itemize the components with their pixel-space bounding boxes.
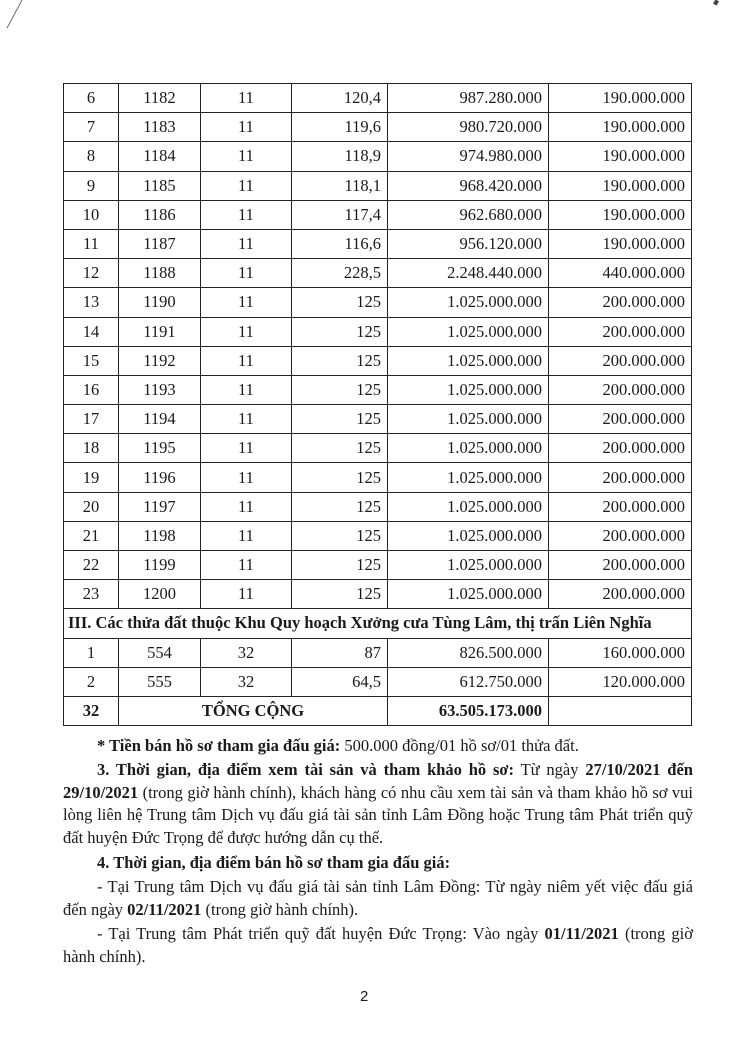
row-starting-price: 956.120.000 — [388, 229, 549, 258]
row-parcel-number: 1198 — [119, 521, 201, 550]
table-row — [64, 171, 692, 200]
row-map-sheet: 11 — [201, 84, 292, 113]
row-starting-price: 1.025.000.000 — [388, 463, 549, 492]
row-stt: 2 — [64, 667, 119, 696]
fee-label: * Tiền bán hồ sơ tham gia đấu giá: — [97, 736, 341, 755]
row-area: 228,5 — [292, 259, 388, 288]
section3-text-1: Từ ngày — [514, 760, 586, 779]
section4-a-date: 02/11/2021 — [127, 899, 202, 919]
row-map-sheet: 11 — [201, 200, 292, 229]
section4-a-text-2: (trong giờ hành chính). — [201, 899, 359, 919]
table-row — [64, 113, 692, 142]
table-row — [64, 200, 692, 229]
table-row — [64, 259, 692, 288]
row-area: 120,4 — [292, 84, 388, 113]
section3-text-2: (trong giờ hành chính), khách hàng có nhu cầu xem tài sản và tham khảo hồ sơ vui lòng liên hệ Trung tâm Dịch vụ đấu giá tài sản tỉnh Lâm Đồng hoặc Trung tâm Phát triển quỹ đất huyện Đức Trọng để được hướng dẫn cụ thể. — [63, 782, 693, 847]
section4-heading: 4. Thời gian, địa điểm bán hồ sơ tham gia đấu giá: — [97, 853, 451, 872]
row-starting-price: 987.280.000 — [388, 84, 549, 113]
row-map-sheet: 11 — [201, 113, 292, 142]
row-starting-price: 1.025.000.000 — [388, 521, 549, 550]
table-row — [64, 551, 692, 580]
row-parcel-number: 1194 — [119, 405, 201, 434]
section4-item-b — [63, 923, 693, 968]
table-row — [64, 434, 692, 463]
row-map-sheet: 11 — [201, 142, 292, 171]
row-stt: 23 — [64, 580, 119, 609]
table-row — [64, 288, 692, 317]
row-area: 125 — [292, 346, 388, 375]
row-map-sheet: 11 — [201, 551, 292, 580]
row-parcel-number: 1196 — [119, 463, 201, 492]
row-parcel-number: 1191 — [119, 317, 201, 346]
row-parcel-number: 1200 — [119, 580, 201, 609]
row-starting-price: 1.025.000.000 — [388, 551, 549, 580]
row-map-sheet: 11 — [201, 375, 292, 404]
table-body-part3 — [64, 638, 692, 696]
row-area: 125 — [292, 521, 388, 550]
row-parcel-number: 1197 — [119, 492, 201, 521]
page-number: 2 — [360, 988, 369, 1005]
row-starting-price: 968.420.000 — [388, 171, 549, 200]
section4-b-text-2: (trong giờ hành chính). — [63, 924, 693, 966]
row-map-sheet: 11 — [201, 229, 292, 258]
row-starting-price: 1.025.000.000 — [388, 434, 549, 463]
total-deposit — [549, 696, 692, 725]
row-stt: 15 — [64, 346, 119, 375]
row-parcel-number: 1190 — [119, 288, 201, 317]
row-stt: 10 — [64, 200, 119, 229]
row-starting-price: 980.720.000 — [388, 113, 549, 142]
row-deposit: 200.000.000 — [549, 551, 692, 580]
row-deposit: 190.000.000 — [549, 171, 692, 200]
row-stt: 21 — [64, 521, 119, 550]
table-row — [64, 229, 692, 258]
table-row — [64, 317, 692, 346]
section3-heading: 3. Thời gian, địa điểm xem tài sản và tham khảo hồ sơ: — [97, 760, 515, 779]
row-parcel-number: 554 — [119, 638, 201, 667]
row-area: 117,4 — [292, 200, 388, 229]
table-row — [64, 375, 692, 404]
row-deposit: 200.000.000 — [549, 405, 692, 434]
section4-b-date: 01/11/2021 — [544, 924, 619, 943]
row-stt: 12 — [64, 259, 119, 288]
section4-heading-para — [63, 852, 693, 875]
total-row — [64, 696, 692, 725]
row-map-sheet: 11 — [201, 317, 292, 346]
row-map-sheet: 11 — [201, 288, 292, 317]
row-deposit: 190.000.000 — [549, 84, 692, 113]
table-row — [64, 580, 692, 609]
row-stt: 6 — [64, 84, 119, 113]
row-stt: 20 — [64, 492, 119, 521]
table-row — [64, 346, 692, 375]
row-parcel-number: 1192 — [119, 346, 201, 375]
row-deposit: 200.000.000 — [549, 375, 692, 404]
row-deposit: 200.000.000 — [549, 346, 692, 375]
row-stt: 19 — [64, 463, 119, 492]
row-parcel-number: 1188 — [119, 259, 201, 288]
row-stt: 13 — [64, 288, 119, 317]
total-count: 32 — [64, 696, 119, 725]
row-deposit: 160.000.000 — [549, 638, 692, 667]
section3-dates: 27/10/2021 đến 29/10/2021 — [63, 760, 693, 802]
row-parcel-number: 555 — [119, 667, 201, 696]
table-total — [64, 696, 692, 725]
table-row — [64, 463, 692, 492]
row-stt: 1 — [64, 638, 119, 667]
row-area: 125 — [292, 375, 388, 404]
row-starting-price: 1.025.000.000 — [388, 375, 549, 404]
auction-parcels-table — [63, 83, 692, 726]
row-map-sheet: 11 — [201, 171, 292, 200]
row-deposit: 190.000.000 — [549, 229, 692, 258]
row-map-sheet: 11 — [201, 521, 292, 550]
row-starting-price: 1.025.000.000 — [388, 492, 549, 521]
table-row — [64, 638, 692, 667]
row-stt: 22 — [64, 551, 119, 580]
row-deposit: 190.000.000 — [549, 113, 692, 142]
table-row — [64, 405, 692, 434]
row-starting-price: 1.025.000.000 — [388, 346, 549, 375]
row-deposit: 190.000.000 — [549, 200, 692, 229]
row-stt: 17 — [64, 405, 119, 434]
row-deposit: 120.000.000 — [549, 667, 692, 696]
section-header-row — [64, 609, 692, 638]
row-area: 125 — [292, 288, 388, 317]
row-parcel-number: 1187 — [119, 229, 201, 258]
row-starting-price: 826.500.000 — [388, 638, 549, 667]
row-starting-price: 1.025.000.000 — [388, 580, 549, 609]
row-starting-price: 962.680.000 — [388, 200, 549, 229]
section3-title: III. Các thửa đất thuộc Khu Quy hoạch Xưởng cưa Tùng Lâm, thị trấn Liên Nghĩa — [64, 609, 692, 638]
row-deposit: 200.000.000 — [549, 580, 692, 609]
row-starting-price: 1.025.000.000 — [388, 405, 549, 434]
row-area: 125 — [292, 405, 388, 434]
row-map-sheet: 32 — [201, 638, 292, 667]
row-starting-price: 1.025.000.000 — [388, 317, 549, 346]
row-deposit: 200.000.000 — [549, 492, 692, 521]
fee-note — [63, 735, 693, 758]
row-starting-price: 612.750.000 — [388, 667, 549, 696]
row-stt: 18 — [64, 434, 119, 463]
row-map-sheet: 11 — [201, 434, 292, 463]
row-map-sheet: 11 — [201, 346, 292, 375]
row-deposit: 190.000.000 — [549, 142, 692, 171]
row-area: 87 — [292, 638, 388, 667]
row-stt: 7 — [64, 113, 119, 142]
row-area: 125 — [292, 492, 388, 521]
table-row — [64, 667, 692, 696]
row-parcel-number: 1186 — [119, 200, 201, 229]
row-deposit: 200.000.000 — [549, 521, 692, 550]
fee-value: 500.000 đồng/01 hồ sơ/01 thửa đất. — [340, 736, 579, 755]
row-stt: 9 — [64, 171, 119, 200]
row-map-sheet: 11 — [201, 259, 292, 288]
row-parcel-number: 1185 — [119, 171, 201, 200]
row-map-sheet: 11 — [201, 580, 292, 609]
row-area: 125 — [292, 551, 388, 580]
row-map-sheet: 32 — [201, 667, 292, 696]
row-parcel-number: 1195 — [119, 434, 201, 463]
total-starting-price: 63.505.173.000 — [388, 696, 549, 725]
row-parcel-number: 1193 — [119, 375, 201, 404]
row-parcel-number: 1199 — [119, 551, 201, 580]
row-parcel-number: 1184 — [119, 142, 201, 171]
row-area: 118,9 — [292, 142, 388, 171]
table-row — [64, 492, 692, 521]
row-area: 118,1 — [292, 171, 388, 200]
row-area: 125 — [292, 463, 388, 492]
row-starting-price: 2.248.440.000 — [388, 259, 549, 288]
row-deposit: 200.000.000 — [549, 434, 692, 463]
row-stt: 8 — [64, 142, 119, 171]
table-row — [64, 84, 692, 113]
row-area: 125 — [292, 580, 388, 609]
row-area: 64,5 — [292, 667, 388, 696]
total-label: TỔNG CỘNG — [119, 696, 388, 725]
row-parcel-number: 1182 — [119, 84, 201, 113]
row-deposit: 440.000.000 — [549, 259, 692, 288]
row-parcel-number: 1183 — [119, 113, 201, 142]
scan-dot-mark — [713, 0, 719, 6]
row-stt: 16 — [64, 375, 119, 404]
row-starting-price: 1.025.000.000 — [388, 288, 549, 317]
table-row — [64, 142, 692, 171]
row-deposit: 200.000.000 — [549, 463, 692, 492]
table-section3 — [64, 609, 692, 638]
section4-a-text-1: - Tại Trung tâm Dịch vụ đấu giá tài sản tỉnh Lâm Đồng: Từ ngày niêm yết việc đấu giá đến ngày — [63, 877, 693, 919]
scan-pen-mark — [4, 0, 24, 30]
section4-b-text-1: - Tại Trung tâm Phát triển quỹ đất huyện Đức Trọng: Vào ngày — [97, 924, 545, 943]
section4-item-a — [63, 876, 693, 921]
row-starting-price: 974.980.000 — [388, 142, 549, 171]
row-stt: 11 — [64, 229, 119, 258]
row-area: 116,6 — [292, 229, 388, 258]
row-area: 119,6 — [292, 113, 388, 142]
table-row — [64, 521, 692, 550]
section3-paragraph — [63, 759, 693, 849]
row-area: 125 — [292, 434, 388, 463]
row-map-sheet: 11 — [201, 405, 292, 434]
row-deposit: 200.000.000 — [549, 317, 692, 346]
table-body-part2 — [64, 84, 692, 609]
row-area: 125 — [292, 317, 388, 346]
row-stt: 14 — [64, 317, 119, 346]
row-deposit: 200.000.000 — [549, 288, 692, 317]
row-map-sheet: 11 — [201, 492, 292, 521]
row-map-sheet: 11 — [201, 463, 292, 492]
